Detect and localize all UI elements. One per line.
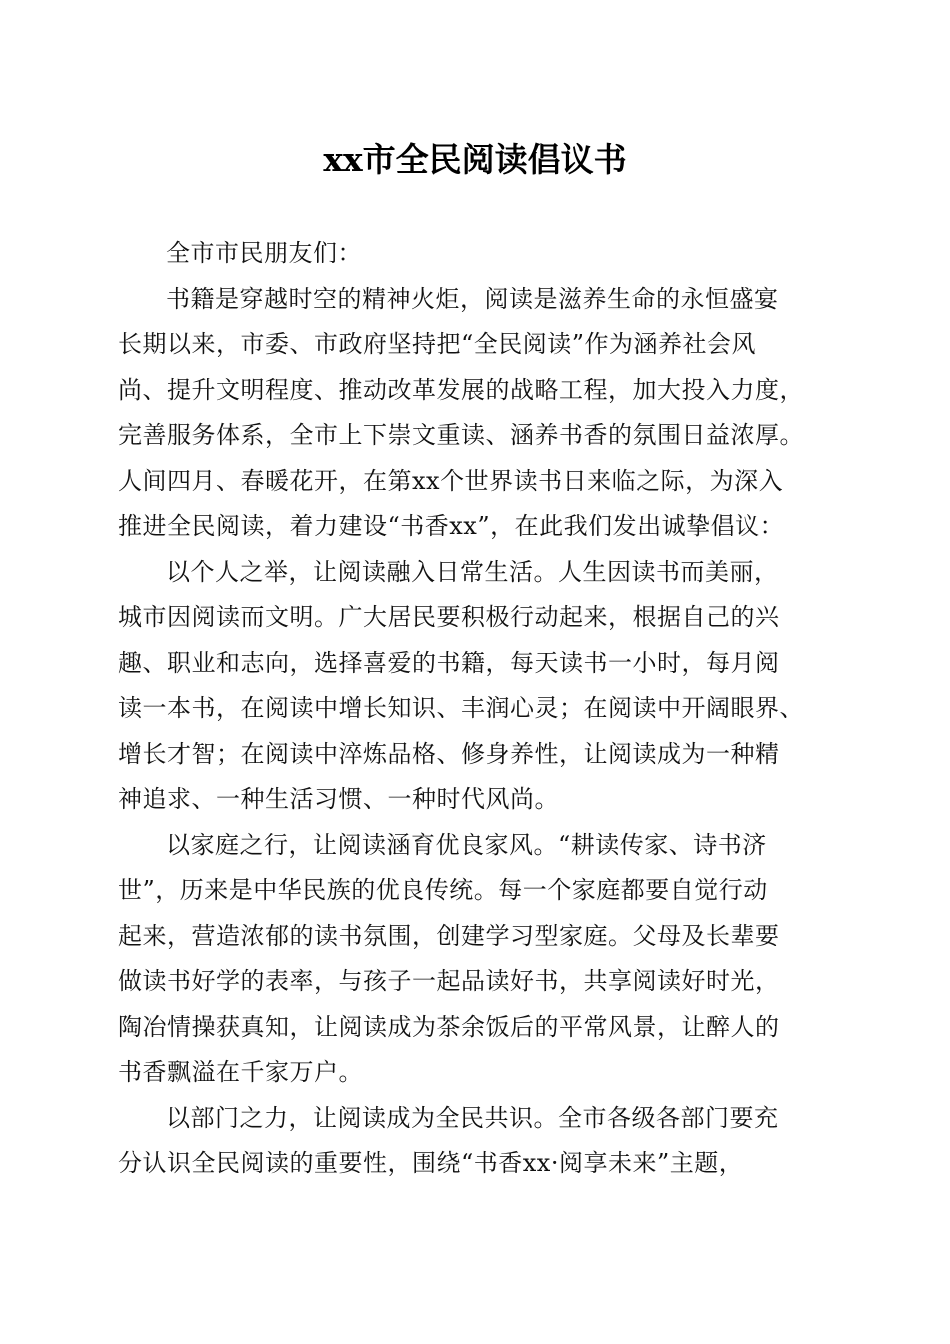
text-line: 完善服务体系，全市上下崇文重读、涵养书香的氛围日益浓厚。 <box>118 421 804 449</box>
text-line: 读一本书，在阅读中增长知识、丰润心灵；在阅读中开阔眼界、 <box>118 694 804 722</box>
text-line: 书香飘溢在千家万户。 <box>118 1058 363 1086</box>
text-line: 增长才智；在阅读中淬炼品格、修身养性，让阅读成为一种精 <box>118 739 780 768</box>
text-line: 世”，历来是中华民族的优良传统。每一个家庭都要自觉行动 <box>118 876 768 904</box>
text-line: 书籍是穿越时空的精神火炬，阅读是滋养生命的永恒盛宴 <box>166 284 779 313</box>
text-line: 以家庭之行，让阅读涵育优良家风。“耕读传家、诗书济 <box>166 830 767 859</box>
text-line: 以个人之举，让阅读融入日常生活。人生因读书而美丽， <box>166 557 779 586</box>
text-line: 推进全民阅读，着力建设“书香xx”，在此我们发出诚挚倡议： <box>118 512 785 540</box>
text-line: 长期以来，市委、市政府坚持把“全民阅读”作为涵养社会风 <box>118 330 757 358</box>
text-line: 以部门之力，让阅读成为全民共识。全市各级各部门要充 <box>166 1103 779 1132</box>
paragraph-family <box>118 823 838 1096</box>
text-line: 城市因阅读而文明。广大居民要积极行动起来，根据自己的兴 <box>118 603 780 631</box>
text-line: 做读书好学的表率，与孩子一起品读好书，共享阅读好时光， <box>118 967 780 995</box>
salutation <box>118 231 838 277</box>
text-line: 陶冶情操获真知，让阅读成为茶余饭后的平常风景，让醉人的 <box>118 1012 780 1041</box>
text-line: 神追求、一种生活习惯、一种时代风尚。 <box>118 785 559 813</box>
text-line: 分认识全民阅读的重要性，围绕“书香xx·阅享未来”主题， <box>118 1149 744 1177</box>
text-line: 全市市民朋友们： <box>166 239 362 267</box>
paragraph-personal <box>118 550 838 823</box>
text-line: 人间四月、春暖花开，在第xx个世界读书日来临之际，为深入 <box>118 466 784 495</box>
paragraph-intro <box>118 277 838 550</box>
document-body <box>118 231 838 1187</box>
text-line: 尚、提升文明程度、推动改革发展的战略工程，加大投入力度， <box>118 375 804 404</box>
text-line: 趣、职业和志向，选择喜爱的书籍，每天读书一小时，每月阅 <box>118 648 780 677</box>
text-line: 起来，营造浓郁的读书氛围，创建学习型家庭。父母及长辈要 <box>118 921 780 950</box>
paragraph-departments <box>118 1096 838 1187</box>
document-title: xx市全民阅读倡议书 <box>323 140 627 179</box>
